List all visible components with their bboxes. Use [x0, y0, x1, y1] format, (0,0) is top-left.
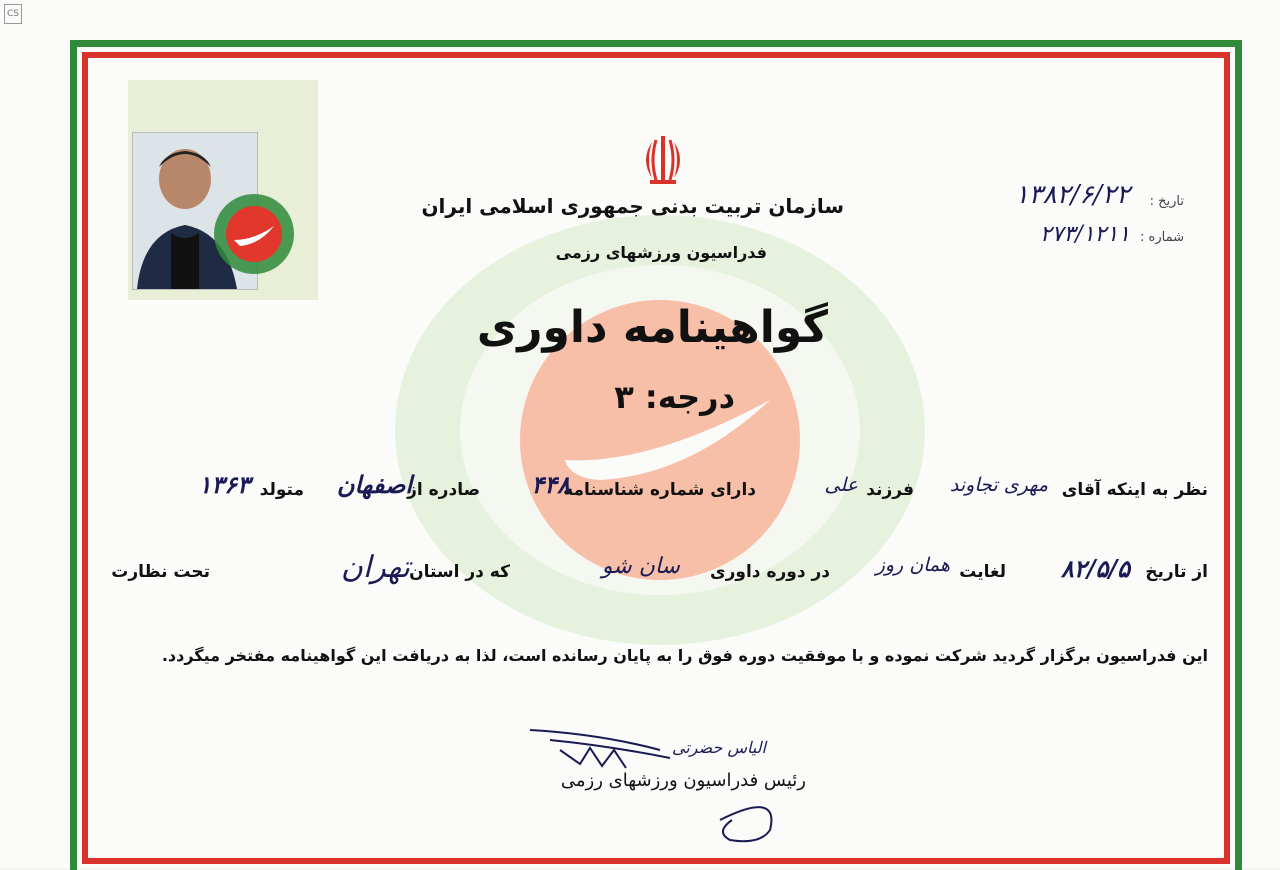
org-name: سازمان تربیت بدنی جمهوری اسلامی ایران [421, 194, 844, 218]
line1-p1: نظر به اینکه آقای [1061, 480, 1208, 500]
province-name: تهران [340, 550, 410, 585]
line1-p3: دارای شماره شناسنامه [563, 480, 756, 500]
course-name: سان شو [601, 554, 680, 579]
line1-p4: صادره از [407, 480, 480, 500]
line1-p5: متولد [259, 480, 304, 500]
issued-from: اصفهان [336, 470, 412, 499]
id-number: ۴۴۸ [531, 470, 570, 499]
federation-watermark [390, 210, 930, 650]
line2-p5: تحت نظارت [111, 562, 210, 582]
line2-p3: در دوره داوری [710, 562, 830, 582]
number-value: ۲۷۳/۱۲۱۱ [1039, 222, 1130, 247]
certificate-title: گواهینامه داوری [476, 302, 828, 353]
grade-row [614, 378, 735, 416]
signatory-name: الیاس حضرتی [671, 738, 766, 757]
date-value: ۱۳۸۲/۶/۲۲ [1014, 180, 1130, 210]
line1-p2: فرزند [866, 480, 914, 500]
signatory-title: رئیس فدراسیون ورزشهای رزمی [560, 770, 806, 791]
birth-year: ۱۳۶۳ [198, 470, 250, 499]
from-date: ۸۲/۵/۵ [1060, 554, 1130, 583]
federation-name: فدراسیون ورزشهای رزمی [555, 243, 767, 262]
number-label: شماره : [1140, 230, 1184, 245]
line2-p1: از تاریخ [1145, 562, 1208, 582]
grade-value: ۳ [614, 378, 634, 416]
federation-stamp [212, 192, 296, 276]
grade-label: درجه: [644, 378, 735, 416]
line2-p4: که در استان [409, 562, 510, 582]
father-name: علی [824, 474, 858, 496]
national-emblem [638, 132, 688, 186]
scanner-logo: CS [4, 4, 22, 24]
date-label: تاریخ : [1149, 194, 1184, 209]
line2-p2: لغایت [959, 562, 1006, 582]
to-date: همان روز [875, 554, 950, 576]
line3-text: این فدراسیون برگزار گردید شرکت نموده و با موفقیت دوره فوق را به پایان رسانده است، لذا به دریافت این گواهینامه مفتخر میگردد. [161, 646, 1208, 665]
holder-name: مهری تجاوند [949, 474, 1048, 496]
